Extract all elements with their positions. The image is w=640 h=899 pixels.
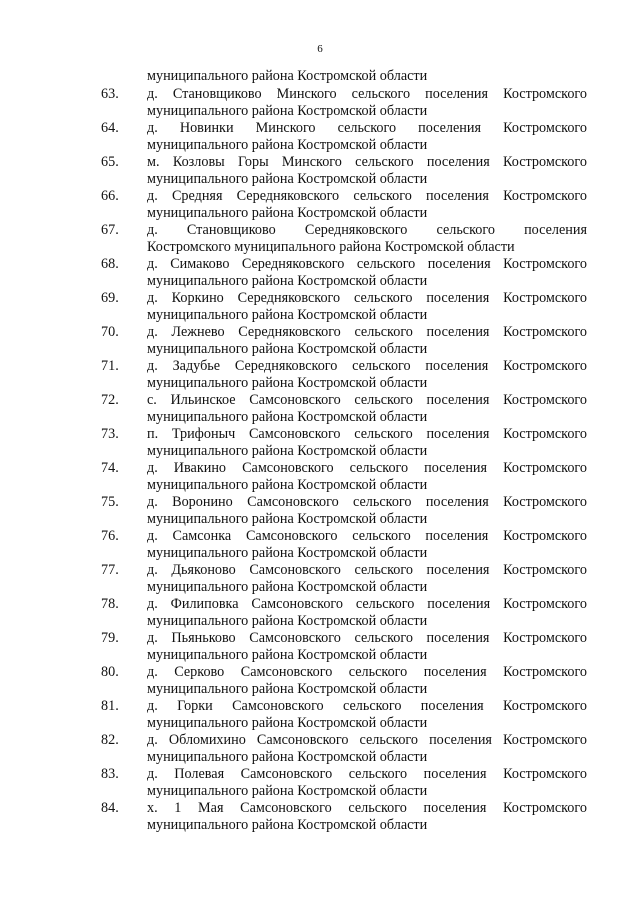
word: Костромского bbox=[503, 426, 587, 442]
item-text bbox=[147, 324, 587, 358]
item-number: 68. bbox=[101, 256, 119, 272]
word: сельского bbox=[354, 426, 413, 442]
word: сельского bbox=[355, 154, 414, 170]
word: Середняковского bbox=[236, 188, 340, 204]
word: Костромского bbox=[503, 120, 587, 136]
word: Самсоновского bbox=[248, 426, 341, 442]
item-text bbox=[147, 426, 587, 460]
word: поселения bbox=[424, 460, 488, 476]
word: п. bbox=[147, 426, 159, 442]
item-text bbox=[147, 596, 587, 630]
word: Самсоновского bbox=[249, 392, 341, 408]
word: Самсонка bbox=[172, 528, 232, 544]
item-text-line-1 bbox=[147, 766, 587, 783]
word: сельского bbox=[337, 120, 397, 136]
item-number: 82. bbox=[101, 732, 119, 748]
item-number: 73. bbox=[101, 426, 119, 442]
list-item bbox=[0, 766, 640, 800]
word: Козловы bbox=[172, 154, 225, 170]
item-text bbox=[147, 392, 587, 426]
word: Костромского bbox=[503, 324, 587, 340]
word: Костромского bbox=[503, 188, 587, 204]
item-text bbox=[147, 630, 587, 664]
item-text-line-2: муниципального района Костромской области bbox=[147, 137, 428, 153]
word: с. bbox=[147, 392, 157, 408]
word: Воронино bbox=[172, 494, 233, 510]
item-text bbox=[147, 86, 587, 120]
word: д. bbox=[147, 358, 158, 374]
word: Костромского bbox=[503, 86, 587, 102]
item-number: 67. bbox=[101, 222, 119, 238]
word: поселения bbox=[426, 290, 490, 306]
list-item bbox=[0, 120, 640, 154]
list-item bbox=[0, 460, 640, 494]
item-text-line-1 bbox=[147, 800, 587, 817]
item-number: 71. bbox=[101, 358, 119, 374]
word: Пьяньково bbox=[171, 630, 236, 646]
word: Самсоновского bbox=[240, 664, 333, 680]
word: Костромского bbox=[503, 392, 587, 408]
item-text-line-2: муниципального района Костромской области bbox=[147, 205, 428, 221]
item-number: 72. bbox=[101, 392, 119, 408]
item-text-line-2: муниципального района Костромской области bbox=[147, 307, 428, 323]
word: Серково bbox=[174, 664, 225, 680]
item-text-line-1 bbox=[147, 698, 587, 715]
item-text-line-1 bbox=[147, 290, 587, 307]
word: Самсоновского bbox=[247, 494, 339, 510]
item-text-line-1 bbox=[147, 528, 587, 545]
word: Задубье bbox=[172, 358, 221, 374]
list-item bbox=[0, 154, 640, 188]
item-text-line-1 bbox=[147, 188, 587, 205]
word: поселения bbox=[425, 86, 489, 102]
word: поселения bbox=[426, 154, 490, 170]
word: Костромского bbox=[503, 494, 587, 510]
word: Горки bbox=[177, 698, 213, 714]
word: сельского bbox=[354, 630, 413, 646]
item-text-line-1 bbox=[147, 596, 587, 613]
word: Средняя bbox=[171, 188, 223, 204]
word: Самсоновского bbox=[240, 766, 333, 782]
continuation-line: муниципального района Костромской области bbox=[147, 68, 428, 84]
word: Минского bbox=[276, 86, 337, 102]
word: Самсоновского bbox=[249, 630, 341, 646]
word: Обломихино bbox=[168, 732, 246, 748]
word: Костромского bbox=[503, 528, 587, 544]
word: Середняковского bbox=[237, 290, 341, 306]
word: д. bbox=[147, 460, 158, 476]
item-number: 70. bbox=[101, 324, 119, 340]
list-item bbox=[0, 494, 640, 528]
word: поселения bbox=[418, 120, 482, 136]
word: сельского bbox=[349, 460, 409, 476]
word: сельского bbox=[348, 766, 408, 782]
list-item bbox=[0, 358, 640, 392]
item-number: 75. bbox=[101, 494, 119, 510]
word: Самсоновского bbox=[251, 596, 343, 612]
item-text bbox=[147, 800, 587, 834]
item-number: 79. bbox=[101, 630, 119, 646]
list-item bbox=[0, 256, 640, 290]
word: сельского bbox=[354, 290, 413, 306]
item-text bbox=[147, 494, 587, 528]
item-text-line-1 bbox=[147, 392, 587, 409]
word: сельского bbox=[359, 732, 418, 748]
word: сельского bbox=[352, 358, 411, 374]
word: сельского bbox=[343, 698, 402, 714]
item-number: 78. bbox=[101, 596, 119, 612]
item-text bbox=[147, 460, 587, 494]
word: поселения bbox=[423, 664, 487, 680]
item-text bbox=[147, 188, 587, 222]
item-number: 63. bbox=[101, 86, 119, 102]
item-text-line-2: муниципального района Костромской области bbox=[147, 273, 428, 289]
word: Становщиково bbox=[186, 222, 276, 238]
item-text-line-1 bbox=[147, 732, 587, 749]
item-text-line-2: муниципального района Костромской области bbox=[147, 545, 428, 561]
item-text bbox=[147, 766, 587, 800]
item-text bbox=[147, 358, 587, 392]
word: Костромского bbox=[503, 630, 587, 646]
word: поселения bbox=[425, 188, 489, 204]
item-text-line-2: муниципального района Костромской области bbox=[147, 477, 428, 493]
list-item bbox=[0, 562, 640, 596]
word: Ивакино bbox=[173, 460, 227, 476]
word: сельского bbox=[348, 664, 408, 680]
item-text-line-2: муниципального района Костромской области bbox=[147, 409, 428, 425]
settlement-list bbox=[0, 86, 640, 834]
word: Костромского bbox=[503, 800, 587, 816]
word: поселения bbox=[524, 222, 587, 238]
word: сельского bbox=[436, 222, 495, 238]
word: д. bbox=[147, 630, 158, 646]
word: Самсоновского bbox=[232, 698, 324, 714]
item-text-line-2: муниципального района Костромской области bbox=[147, 817, 428, 833]
item-text bbox=[147, 528, 587, 562]
word: Костромского bbox=[503, 732, 587, 748]
list-item bbox=[0, 426, 640, 460]
word: Самсоновского bbox=[245, 528, 338, 544]
item-text-line-1 bbox=[147, 460, 587, 477]
item-text-line-1 bbox=[147, 426, 587, 443]
item-text-line-2: Костромского муниципального района Костромской области bbox=[147, 239, 515, 255]
word: Костромского bbox=[503, 596, 587, 612]
item-text-line-2: муниципального района Костромской области bbox=[147, 103, 428, 119]
list-item bbox=[0, 698, 640, 732]
item-text-line-1 bbox=[147, 358, 587, 375]
word: д. bbox=[147, 528, 158, 544]
item-number: 80. bbox=[101, 664, 119, 680]
word: Горы bbox=[237, 154, 269, 170]
item-text bbox=[147, 562, 587, 596]
word: сельского bbox=[351, 86, 411, 102]
word: Середняковского bbox=[238, 324, 341, 340]
word: д. bbox=[147, 324, 158, 340]
word: сельского bbox=[354, 392, 413, 408]
word: поселения bbox=[426, 630, 490, 646]
item-text bbox=[147, 698, 587, 732]
list-item bbox=[0, 528, 640, 562]
word: Самсоновского bbox=[249, 562, 341, 578]
word: Мая bbox=[198, 800, 224, 816]
word: д. bbox=[147, 562, 158, 578]
item-text bbox=[147, 290, 587, 324]
item-text-line-2: муниципального района Костромской области bbox=[147, 783, 428, 799]
word: м. bbox=[147, 154, 160, 170]
word: поселения bbox=[423, 800, 487, 816]
list-item bbox=[0, 290, 640, 324]
item-text bbox=[147, 120, 587, 154]
word: Середняковского bbox=[234, 358, 338, 374]
word: 1 bbox=[174, 800, 182, 816]
item-text bbox=[147, 154, 587, 188]
word: х. bbox=[147, 800, 158, 816]
word: Полевая bbox=[174, 766, 225, 782]
word: поселения bbox=[429, 732, 492, 748]
word: д. bbox=[147, 120, 158, 136]
item-text-line-2: муниципального района Костромской области bbox=[147, 579, 428, 595]
word: д. bbox=[147, 494, 158, 510]
item-text-line-1 bbox=[147, 86, 587, 103]
word: д. bbox=[147, 698, 158, 714]
word: Ильинское bbox=[170, 392, 236, 408]
word: сельского bbox=[356, 256, 416, 272]
item-number: 65. bbox=[101, 154, 119, 170]
word: Середняковского bbox=[304, 222, 408, 238]
word: Филиповка bbox=[170, 596, 239, 612]
word: Самсоновского bbox=[240, 800, 332, 816]
word: д. bbox=[147, 596, 158, 612]
item-text-line-1 bbox=[147, 494, 587, 511]
word: поселения bbox=[425, 358, 489, 374]
word: д. bbox=[147, 86, 158, 102]
word: Самсоновского bbox=[256, 732, 349, 748]
item-number: 77. bbox=[101, 562, 119, 578]
list-item bbox=[0, 800, 640, 834]
word: поселения bbox=[425, 528, 489, 544]
list-item bbox=[0, 86, 640, 120]
word: Костромского bbox=[503, 698, 587, 714]
item-number: 84. bbox=[101, 800, 119, 816]
word: поселения bbox=[425, 494, 489, 510]
word: сельского bbox=[352, 528, 411, 544]
item-number: 81. bbox=[101, 698, 119, 714]
word: сельского bbox=[354, 562, 413, 578]
list-item bbox=[0, 664, 640, 698]
word: Становщиково bbox=[172, 86, 262, 102]
word: д. bbox=[147, 256, 158, 272]
item-text-line-2: муниципального района Костромской области bbox=[147, 171, 428, 187]
item-text-line-2: муниципального района Костромской области bbox=[147, 613, 428, 629]
word: поселения bbox=[420, 698, 484, 714]
word: Костромского bbox=[503, 460, 587, 476]
word: поселения bbox=[426, 562, 490, 578]
word: Трифоныч bbox=[171, 426, 236, 442]
word: сельского bbox=[353, 494, 412, 510]
item-text-line-2: муниципального района Костромской области bbox=[147, 715, 428, 731]
item-number: 74. bbox=[101, 460, 119, 476]
list-item bbox=[0, 630, 640, 664]
word: сельского bbox=[355, 596, 415, 612]
word: Костромского bbox=[503, 154, 587, 170]
word: Минского bbox=[255, 120, 316, 136]
item-text bbox=[147, 222, 587, 256]
item-text bbox=[147, 664, 587, 698]
list-item bbox=[0, 222, 640, 256]
word: Самсоновского bbox=[242, 460, 334, 476]
word: Коркино bbox=[171, 290, 224, 306]
word: д. bbox=[147, 290, 158, 306]
word: Костромского bbox=[503, 290, 587, 306]
word: д. bbox=[147, 188, 158, 204]
word: поселения bbox=[426, 426, 490, 442]
word: сельского bbox=[348, 800, 407, 816]
item-text-line-2: муниципального района Костромской области bbox=[147, 443, 428, 459]
word: Минского bbox=[281, 154, 342, 170]
item-number: 76. bbox=[101, 528, 119, 544]
item-text-line-1 bbox=[147, 120, 587, 137]
word: Симаково bbox=[170, 256, 230, 272]
word: поселения bbox=[423, 766, 487, 782]
word: Новинки bbox=[179, 120, 234, 136]
word: поселения bbox=[427, 256, 491, 272]
item-text-line-2: муниципального района Костромской области bbox=[147, 375, 428, 391]
word: Костромского bbox=[503, 358, 587, 374]
list-item bbox=[0, 732, 640, 766]
list-item bbox=[0, 596, 640, 630]
item-text bbox=[147, 732, 587, 766]
item-text-line-2: муниципального района Костромской области bbox=[147, 681, 428, 697]
item-text-line-1 bbox=[147, 562, 587, 579]
page-number: 6 bbox=[317, 43, 323, 55]
word: Лежнево bbox=[171, 324, 225, 340]
word: д. bbox=[147, 732, 158, 748]
item-text-line-1 bbox=[147, 630, 587, 647]
word: сельского bbox=[353, 188, 412, 204]
word: Середняковского bbox=[241, 256, 345, 272]
list-item bbox=[0, 392, 640, 426]
item-text-line-1 bbox=[147, 256, 587, 273]
word: д. bbox=[147, 766, 158, 782]
word: д. bbox=[147, 664, 158, 680]
item-text-line-1 bbox=[147, 324, 587, 341]
item-text-line-1 bbox=[147, 154, 587, 171]
item-number: 83. bbox=[101, 766, 119, 782]
item-text-line-2: муниципального района Костромской области bbox=[147, 647, 428, 663]
word: Костромского bbox=[503, 562, 587, 578]
item-number: 64. bbox=[101, 120, 119, 136]
word: поселения bbox=[426, 392, 490, 408]
word: сельского bbox=[354, 324, 413, 340]
word: д. bbox=[147, 222, 158, 238]
item-number: 66. bbox=[101, 188, 119, 204]
item-text-line-1 bbox=[147, 664, 587, 681]
word: поселения bbox=[427, 596, 491, 612]
item-text-line-2: муниципального района Костромской области bbox=[147, 511, 428, 527]
item-text-line-1 bbox=[147, 222, 587, 239]
item-text bbox=[147, 256, 587, 290]
word: Дьяконово bbox=[171, 562, 236, 578]
word: Костромского bbox=[503, 766, 587, 782]
list-item bbox=[0, 188, 640, 222]
word: Костромского bbox=[503, 256, 587, 272]
item-text-line-2: муниципального района Костромской области bbox=[147, 341, 428, 357]
word: поселения bbox=[426, 324, 490, 340]
item-text-line-2: муниципального района Костромской области bbox=[147, 749, 428, 765]
list-item bbox=[0, 324, 640, 358]
item-number: 69. bbox=[101, 290, 119, 306]
word: Костромского bbox=[503, 664, 587, 680]
